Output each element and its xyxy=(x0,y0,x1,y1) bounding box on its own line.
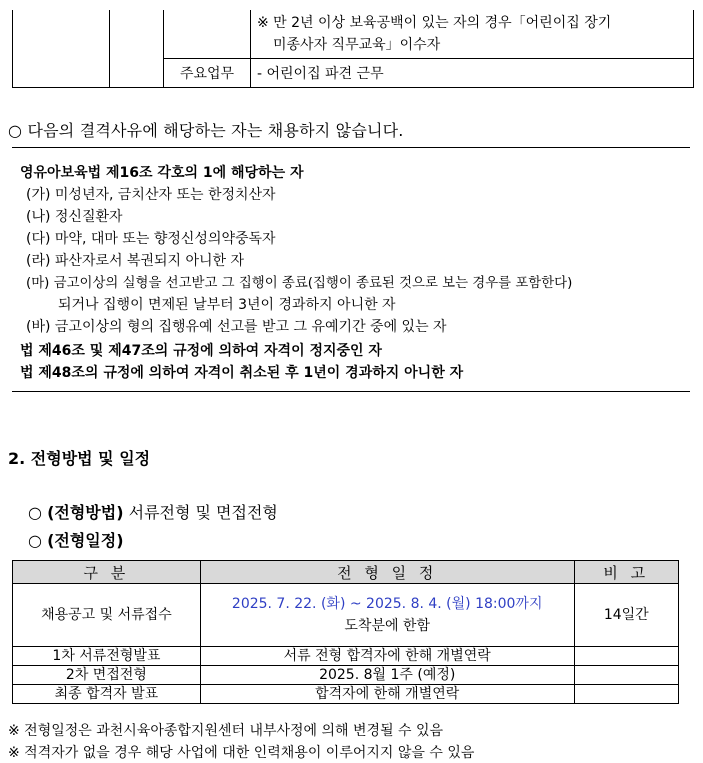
qualification-note-line1: ※ 만 2년 이상 보육공백이 있는 자의 경우「어린이집 장기 xyxy=(257,15,612,31)
table-row xyxy=(13,584,679,647)
method-value: 서류전형 및 면접전형 xyxy=(128,503,278,522)
method-line xyxy=(28,500,278,523)
table-cell-blank xyxy=(164,10,251,59)
row-category: 채용공고 및 서류접수 xyxy=(13,584,201,647)
schedule-line xyxy=(28,528,124,551)
disq-line: 영유아보육법 제16조 각호의 1에 해당하는 자 xyxy=(20,165,304,181)
footnote: ※ 전형일정은 과천시육아종합지원센터 내부사정에 의해 변경될 수 있음 xyxy=(8,723,444,739)
row-note: 14일간 xyxy=(574,584,678,647)
table-row xyxy=(13,666,679,685)
method-label: (전형방법) xyxy=(47,503,124,522)
schedule-label: (전형일정) xyxy=(47,531,124,550)
table-row xyxy=(13,647,679,666)
footnote: ※ 적격자가 없을 경우 해당 사업에 대한 인력채용이 이루어지지 않을 수 있음 xyxy=(8,745,475,761)
header-schedule: 전 형 일 정 xyxy=(200,561,574,584)
disq-line: (나) 정신질환자 xyxy=(26,209,123,225)
table-cell-blank xyxy=(110,10,164,88)
row-note xyxy=(574,647,678,666)
row-category: 최종 합격자 발표 xyxy=(13,685,201,704)
section-title: 2. 전형방법 및 일정 xyxy=(8,449,151,468)
duties-value: - 어린이집 파견 근무 xyxy=(251,59,694,88)
disq-line: 법 제46조 및 제47조의 규정에 의하여 자격이 정지중인 자 xyxy=(20,343,382,359)
disq-line: (라) 파산자로서 복권되지 아니한 자 xyxy=(26,253,245,269)
header-note: 비 고 xyxy=(574,561,678,584)
row-schedule-line2: 도착분에 한함 xyxy=(344,618,430,634)
qualification-note xyxy=(251,10,694,59)
disq-line: 되거나 집행이 면제된 날부터 3년이 경과하지 아니한 자 xyxy=(58,297,396,313)
row-note xyxy=(574,666,678,685)
row-note xyxy=(574,685,678,704)
table-cell-blank xyxy=(13,10,110,88)
schedule-table xyxy=(12,560,679,704)
header-category: 구 분 xyxy=(13,561,201,584)
circle-bullet: ○ xyxy=(28,531,42,550)
row-schedule: 2025. 8월 1주 (예정) xyxy=(200,666,574,685)
disq-line: (다) 마약, 대마 또는 향정신성의약중독자 xyxy=(26,231,276,247)
disqualification-heading: ○ 다음의 결격사유에 해당하는 자는 채용하지 않습니다. xyxy=(8,121,404,140)
disq-line: (가) 미성년자, 금치산자 또는 한정치산자 xyxy=(26,187,276,203)
row-schedule: 서류 전형 합격자에 한해 개별연락 xyxy=(200,647,574,666)
disq-line: 법 제48조의 규정에 의하여 자격이 취소된 후 1년이 경과하지 아니한 자 xyxy=(20,365,464,381)
disq-line: (바) 금고이상의 형의 집행유예 선고를 받고 그 유예기간 중에 있는 자 xyxy=(26,319,447,335)
qualification-table xyxy=(12,10,694,88)
table-row xyxy=(13,685,679,704)
duties-label: 주요업무 xyxy=(164,59,251,88)
circle-bullet: ○ xyxy=(28,503,42,522)
row-schedule xyxy=(200,584,574,647)
disqualification-box xyxy=(12,147,690,392)
row-category: 2차 면접전형 xyxy=(13,666,201,685)
qualification-note-line2: 미종사자 직무교육」이수자 xyxy=(273,37,441,53)
row-schedule: 합격자에 한해 개별연락 xyxy=(200,685,574,704)
disq-line: (마) 금고이상의 실형을 선고받고 그 집행이 종료(집행이 종료된 것으로 보는 경우를 포함한다) xyxy=(26,276,573,291)
row-category: 1차 서류전형발표 xyxy=(13,647,201,666)
row-schedule-line1: 2025. 7. 22. (화) ~ 2025. 8. 4. (월) 18:00까지 xyxy=(231,596,543,612)
